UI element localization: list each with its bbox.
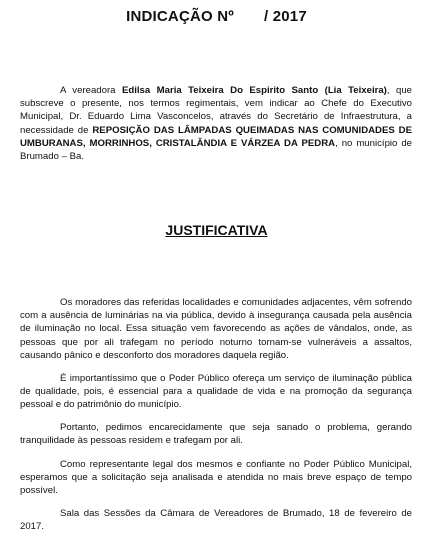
indication-body-1: , que subscreve o presente, nos termos regimentais, vem indicar ao Chefe do Executivo Municipal, Dr. Eduardo Lima Vasconcelos, através do Secretário de Infraestrutura, a necessidade de: [20, 85, 412, 136]
document-title: [0, 8, 433, 25]
justification-paragraph-2: É importantíssimo que o Poder Público ofereça um serviço de iluminação pública de qualidade, pois, é essencial para a qualidade de vida e na promoção da segurança pessoal e do patrimônio do município.: [20, 373, 412, 411]
indication-request: REPOSIÇÃO DAS LÂMPADAS QUEIMADAS NAS COMUNIDADES DE UMBURANAS, MORRINHOS, CRISTALÂNDIA E VÁRZEA DA PEDRA: [20, 124, 413, 149]
justification-paragraph-1: Os moradores das referidas localidades e comunidades adjacentes, vêm sofrendo com a ausência de luminárias na via pública, devido à insegurança causada pela ausência de iluminação no local. Essa situação vem favorecendo as ações de vândalos, onde, as pessoas que por ali trafegam no período noturno tornam-se vulneráveis a assaltos, causando pânico e desconforto dos moradores daquela região.: [20, 297, 412, 361]
councilor-name: Edilsa Maria Teixeira Do Espirito Santo (Lia Teixeira): [121, 85, 387, 96]
indication-body-2: , no município de Brumado – Ba.: [20, 137, 412, 163]
title-prefix: INDICAÇÃO Nº: [126, 8, 234, 25]
closing-line: Sala das Sessões da Câmara de Vereadores de Brumado, 18 de fevereiro de 2017.: [20, 508, 412, 533]
justification-heading: JUSTIFICATIVA: [165, 222, 268, 238]
title-year: / 2017: [263, 8, 307, 25]
justification-paragraph-3: Portanto, pedimos encarecidamente que seja sanado o problema, gerando tranquilidade às pessoas residem e trafegam por ali.: [20, 422, 412, 447]
justification-paragraph-4: Como representante legal dos mesmos e confiante no Poder Público Municipal, esperamos que a solicitação seja analisada e atendida no mais breve espaço de tempo possível.: [20, 459, 412, 497]
indication-intro: A vereadora: [60, 85, 122, 96]
indication-paragraph: [20, 84, 412, 163]
